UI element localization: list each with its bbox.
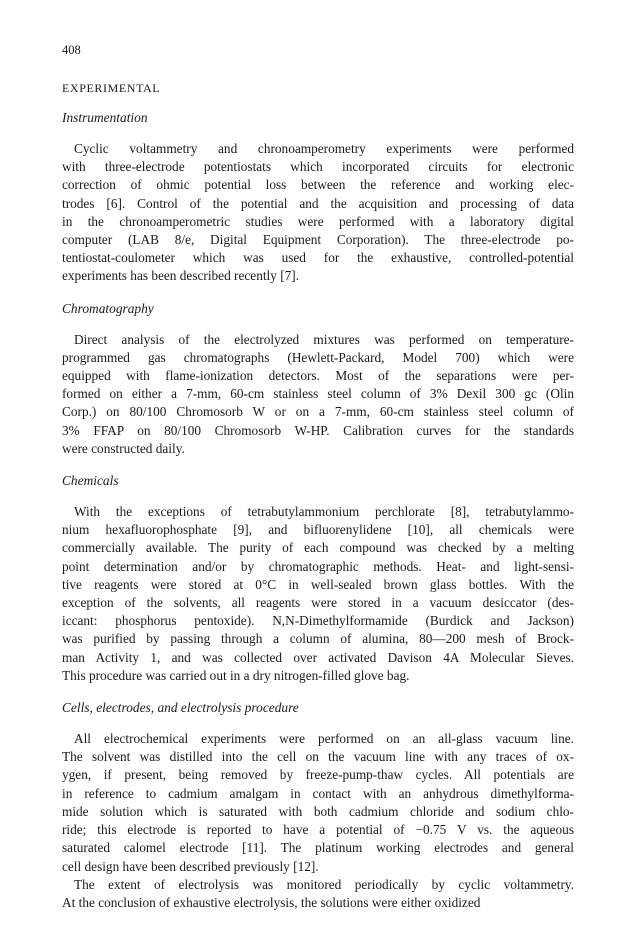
text-line: cell design have been described previously [12]. [62,858,319,874]
section-instrumentation [62,109,574,286]
text-line: programmed gas chromatographs (Hewlett-Packard, Model 700) which were [62,349,574,365]
text-line: equipped with flame-ionization detectors. Most of the separations were per- [62,368,574,384]
text-line: At the conclusion of exhaustive electrolysis, the solutions were either oxidized [62,894,481,910]
text-line: The extent of electrolysis was monitored periodically by cyclic voltammetry. [74,876,574,892]
text-line: tive reagents were stored at 0°C in well-sealed brown glass bottles. With the [62,576,574,592]
text-line: This procedure was carried out in a dry nitrogen-filled glove bag. [62,667,410,683]
subsection-title: Instrumentation [62,110,148,125]
text-line: formed on either a 7-mm, 60-cm stainless steel column of 3% Dexil 300 gc (Olin [62,386,574,402]
subsection-title: Chromatography [62,300,154,316]
text-line: computer (LAB 8/e, Digital Equipment Corporation). The three-electrode po- [62,232,574,248]
text-line: experiments has been described recently [7]. [62,268,300,284]
text-line: 3% FFAP on 80/100 Chromosorb W-HP. Calibration curves for the standards [62,422,574,438]
text-line: exception of the solvents, all reagents were stored in a vacuum desiccator (des- [62,595,574,611]
page [62,42,574,926]
subsection-title: Cells, electrodes, and electrolysis procedure [62,700,299,716]
text-line: tentiostat-coulometer which was used for the exhaustive, controlled-potential [62,250,574,266]
paragraph [62,876,574,912]
section-chromatography [62,300,574,458]
text-line: in the chronoamperometric studies were performed with a laboratory digital [62,213,574,229]
text-line: correction of ohmic potential loss between the reference and working elec- [62,177,574,193]
text-line: Corp.) on 80/100 Chromosorb W or on a 7-mm, 60-cm stainless steel column of [62,404,574,420]
page-number: 408 [62,43,81,57]
text-line: Direct analysis of the electrolyzed mixtures was performed on temperature- [74,331,574,347]
text-line: was purified by passing through a column of alumina, 80—200 mesh of Brock- [62,631,574,647]
section-cells-electrodes-and-electrolysis-procedure [62,699,574,912]
paragraph [62,503,574,685]
text-line: point determination and/or by chromatographic methods. Heat- and light-sensi- [62,558,574,574]
text-line: mide solution which is saturated with both cadmium chloride and sodium chlo- [62,803,574,819]
text-line: iccant: phosphorus pentoxide). N,N-Dimethylformamide (Burdick and Jackson) [62,613,574,629]
section-heading-experimental: EXPERIMENTAL [62,81,161,95]
subsection-title: Chemicals [62,473,119,489]
section-chemicals [62,472,574,685]
text-line: Cyclic voltammetry and chronoamperometry experiments were performed [74,141,574,156]
sections [62,109,574,912]
text-line: in reference to cadmium amalgam in contact with an anhydrous dimethylforma- [62,785,574,801]
text-line: With the exceptions of tetrabutylammonium perchlorate [8], tetrabutylammo- [74,504,574,520]
text-line: The solvent was distilled into the cell on the vacuum line with any traces of ox- [62,749,574,765]
text-line: commercially available. The purity of each compound was checked by a melting [62,540,574,556]
paragraph [62,331,574,458]
text-line: All electrochemical experiments were performed on an all-glass vacuum line. [74,731,574,747]
paragraph [62,730,574,876]
text-line: were constructed daily. [62,440,185,456]
text-line: saturated calomel electrode [11]. The platinum working electrodes and general [62,840,574,856]
text-line: with three-electrode potentiostats which incorporated circuits for electronic [62,159,574,175]
text-line: man Activity 1, and was collected over activated Davison 4A Molecular Sieves. [62,649,574,665]
paragraph [62,140,574,286]
text-line: nium hexafluorophosphate [9], and bifluorenylidene [10], all chemicals were [62,522,574,538]
text-line: trodes [6]. Control of the potential and the acquisition and processing of data [62,195,574,211]
text-line: ride; this electrode is reported to have a potential of −0.75 V vs. the aqueous [62,822,574,838]
text-line: ygen, if present, being removed by freeze-pump-thaw cycles. All potentials are [62,767,574,783]
